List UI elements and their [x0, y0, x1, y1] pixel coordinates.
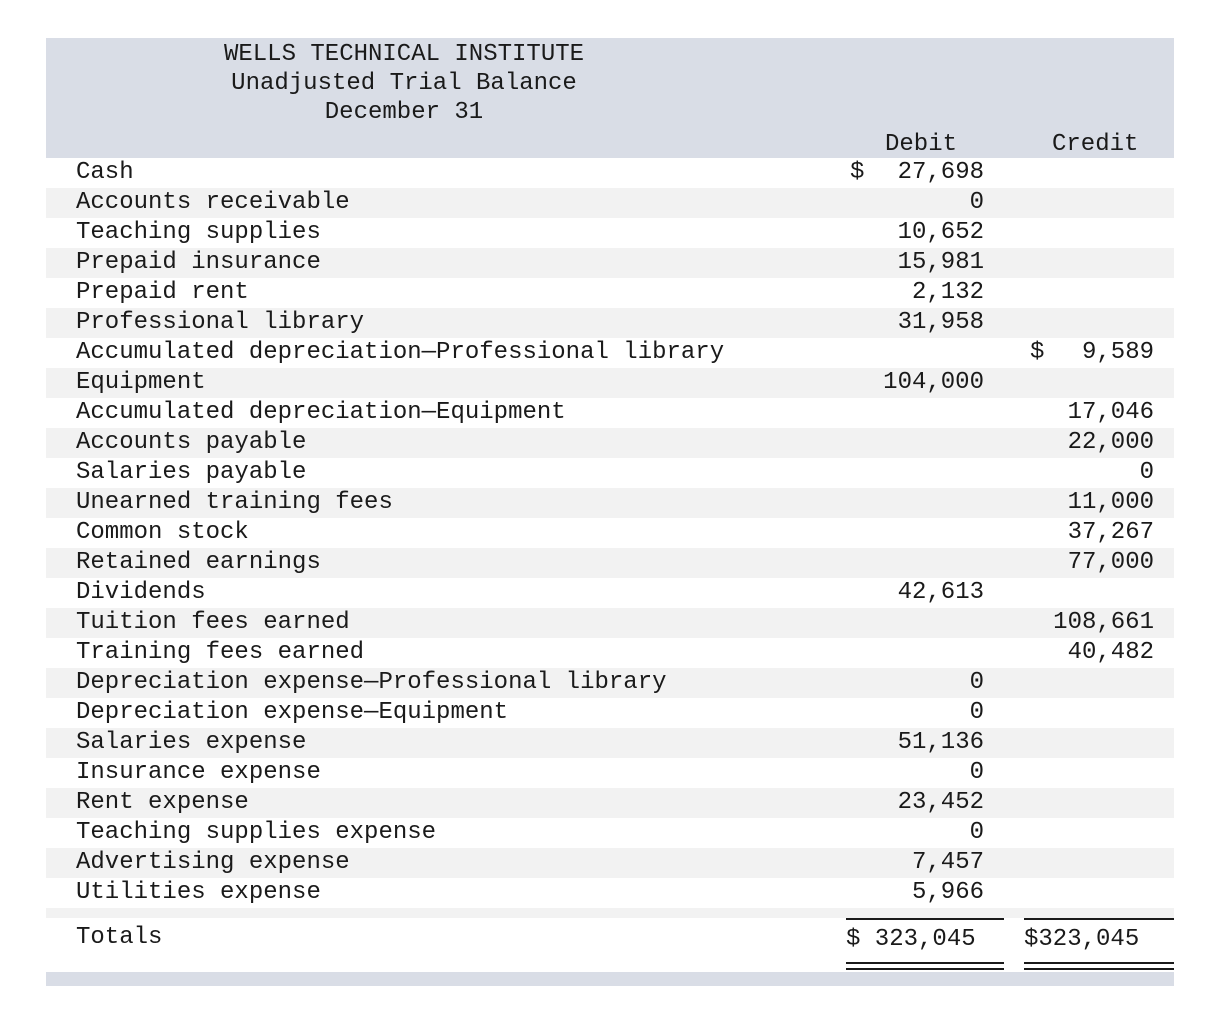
table-row	[46, 518, 1174, 548]
credit-double-underline	[1024, 962, 1174, 970]
credit-amount: 9,589	[1081, 339, 1154, 366]
debit-amount: 0	[969, 189, 984, 216]
debit-amount: 31,958	[897, 309, 984, 336]
account-name: Teaching supplies expense	[76, 819, 437, 846]
credit-amount: 40,482	[1067, 639, 1154, 666]
totals-row	[46, 918, 1174, 958]
table-row	[46, 788, 1174, 818]
account-rows	[46, 158, 1174, 908]
account-name: Prepaid rent	[76, 279, 249, 306]
account-name: Accounts payable	[76, 429, 307, 456]
debit-amount: 10,652	[897, 219, 984, 246]
table-row	[46, 488, 1174, 518]
account-name: Accumulated depreciation—Equipment	[76, 399, 566, 426]
table-row	[46, 338, 1174, 368]
report-footer-bar	[46, 972, 1174, 986]
credit-total: $323,045	[1024, 918, 1174, 960]
table-row	[46, 818, 1174, 848]
account-name: Accumulated depreciation—Professional library	[76, 339, 725, 366]
account-name: Tuition fees earned	[76, 609, 350, 636]
table-row	[46, 188, 1174, 218]
debit-amount: 104,000	[883, 369, 984, 396]
debit-amount: 51,136	[897, 729, 984, 756]
account-name: Equipment	[76, 369, 206, 396]
credit-amount: 0	[1139, 459, 1154, 486]
company-name: WELLS TECHNICAL INSTITUTE	[223, 41, 585, 68]
credit-amount: 77,000	[1067, 549, 1154, 576]
table-row	[46, 728, 1174, 758]
debit-amount: 2,132	[911, 279, 984, 306]
account-name: Prepaid insurance	[76, 249, 321, 276]
account-name: Dividends	[76, 579, 206, 606]
table-row	[46, 158, 1174, 188]
account-name: Cash	[76, 159, 134, 186]
debit-amount: 0	[969, 699, 984, 726]
table-row	[46, 698, 1174, 728]
table-row	[46, 428, 1174, 458]
report-header	[46, 38, 1174, 158]
table-row	[46, 368, 1174, 398]
table-row	[46, 398, 1174, 428]
credit-dollar-sign: $	[1030, 339, 1045, 366]
debit-column-header: Debit	[885, 131, 958, 158]
report-date: December 31	[324, 99, 484, 126]
table-row	[46, 308, 1174, 338]
debit-dollar-sign: $	[850, 159, 865, 186]
debit-amount: 42,613	[897, 579, 984, 606]
account-name: Unearned training fees	[76, 489, 393, 516]
table-row	[46, 848, 1174, 878]
table-row	[46, 458, 1174, 488]
account-name: Retained earnings	[76, 549, 321, 576]
debit-amount: 23,452	[897, 789, 984, 816]
credit-amount: 11,000	[1067, 489, 1154, 516]
debit-double-underline	[846, 962, 1004, 970]
debit-amount: 15,981	[897, 249, 984, 276]
credit-column-header: Credit	[1052, 131, 1139, 158]
totals-label: Totals	[76, 924, 163, 951]
account-name: Teaching supplies	[76, 219, 321, 246]
debit-amount: 7,457	[911, 849, 984, 876]
credit-amount: 22,000	[1067, 429, 1154, 456]
account-name: Common stock	[76, 519, 249, 546]
account-name: Rent expense	[76, 789, 249, 816]
debit-amount: 0	[969, 819, 984, 846]
account-name: Accounts receivable	[76, 189, 350, 216]
debit-amount: 27,698	[897, 159, 984, 186]
debit-amount: 0	[969, 759, 984, 786]
table-row	[46, 548, 1174, 578]
account-name: Salaries expense	[76, 729, 307, 756]
debit-total: $ 323,045	[846, 918, 1004, 960]
table-row	[46, 578, 1174, 608]
credit-amount: 108,661	[1053, 609, 1154, 636]
account-name: Depreciation expense—Professional library	[76, 669, 667, 696]
table-row	[46, 608, 1174, 638]
row-spacer	[46, 908, 1174, 918]
table-row	[46, 278, 1174, 308]
table-row	[46, 668, 1174, 698]
table-row	[46, 248, 1174, 278]
account-name: Insurance expense	[76, 759, 321, 786]
table-row	[46, 218, 1174, 248]
debit-amount: 5,966	[911, 879, 984, 906]
credit-amount: 17,046	[1067, 399, 1154, 426]
table-row	[46, 878, 1174, 908]
credit-amount: 37,267	[1067, 519, 1154, 546]
report-title: Unadjusted Trial Balance	[231, 70, 577, 97]
account-name: Salaries payable	[76, 459, 307, 486]
table-row	[46, 758, 1174, 788]
account-name: Utilities expense	[76, 879, 321, 906]
debit-amount: 0	[969, 669, 984, 696]
trial-balance-sheet	[46, 38, 1174, 958]
account-name: Advertising expense	[76, 849, 350, 876]
account-name: Professional library	[76, 309, 365, 336]
table-row	[46, 638, 1174, 668]
account-name: Training fees earned	[76, 639, 365, 666]
account-name: Depreciation expense—Equipment	[76, 699, 509, 726]
